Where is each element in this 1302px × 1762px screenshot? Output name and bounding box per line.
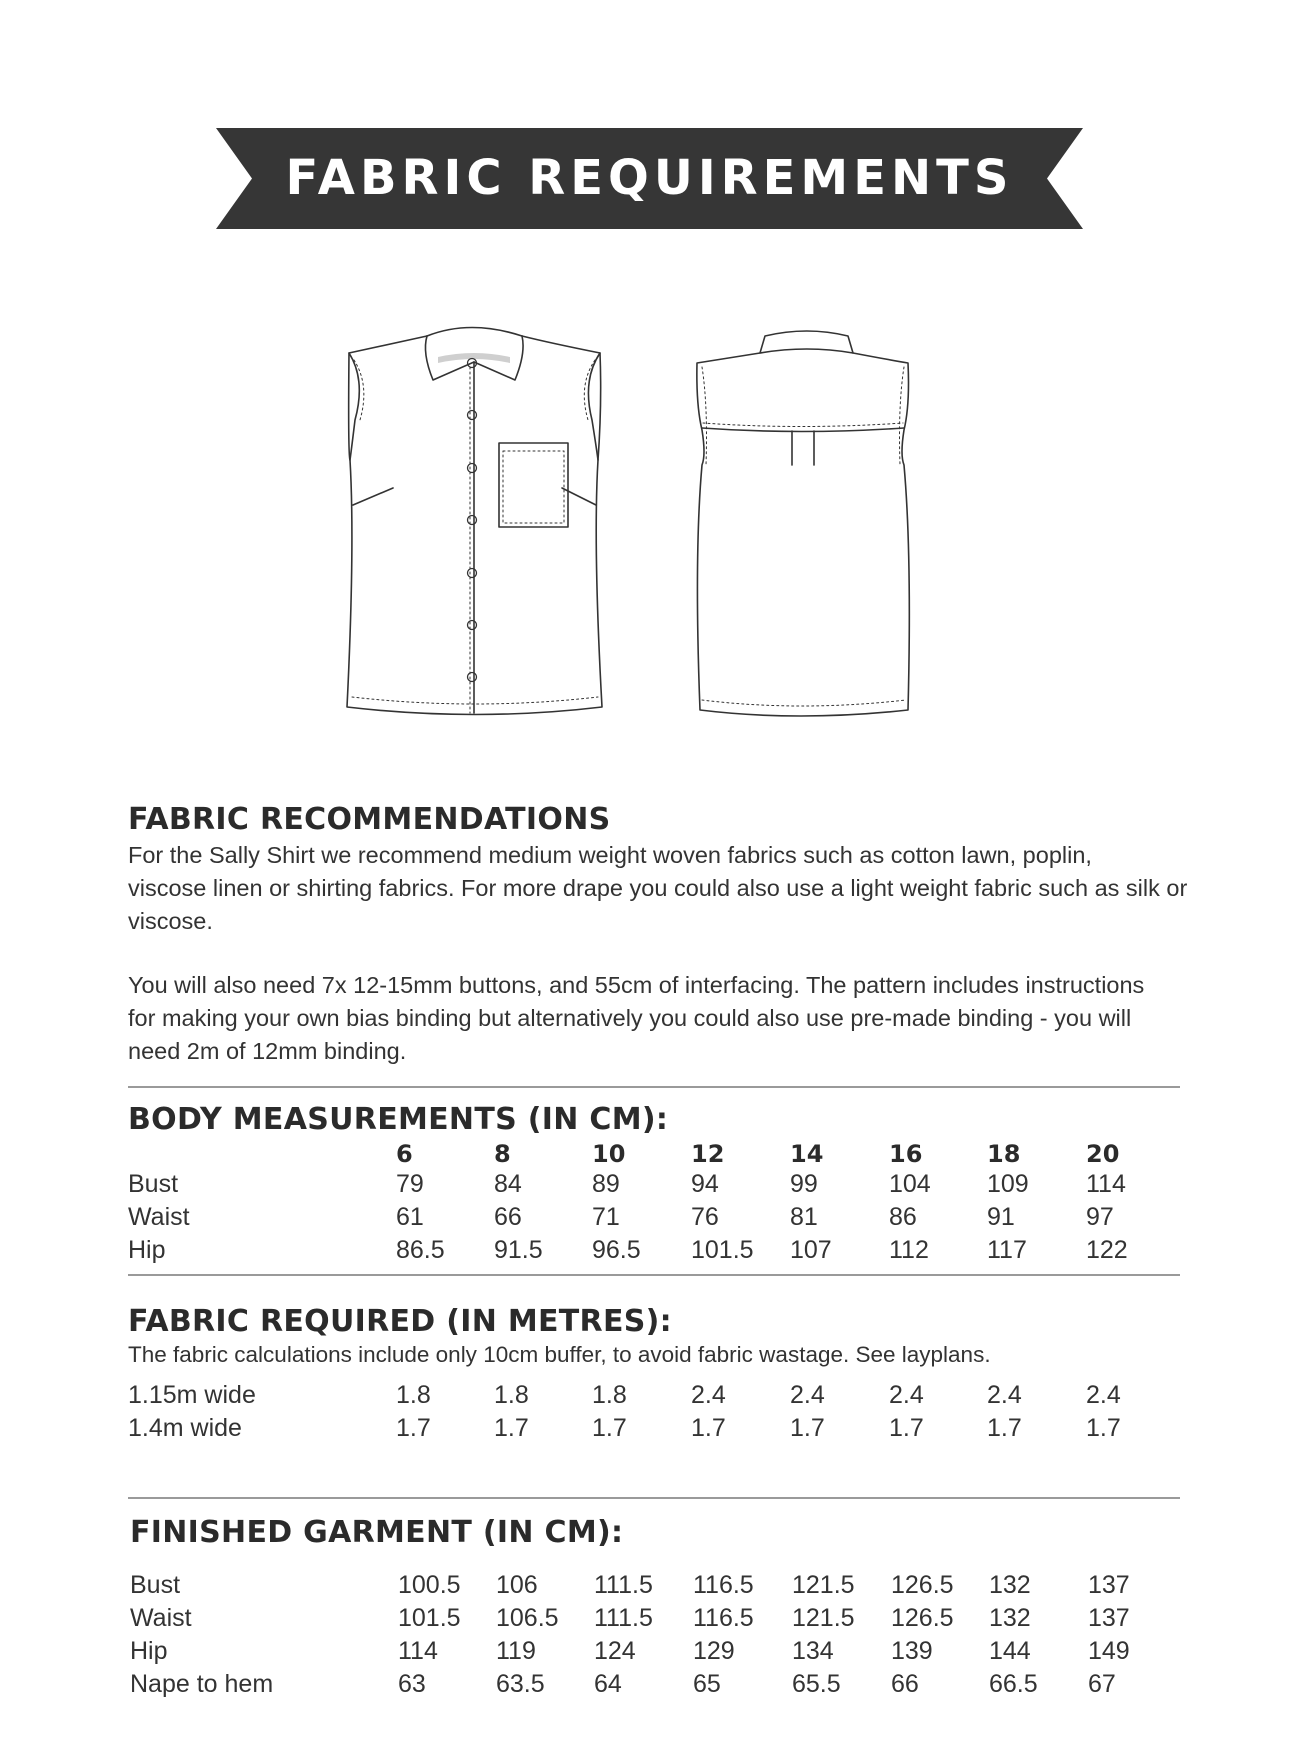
fabric-required-heading: FABRIC REQUIRED (IN METRES): [128,1304,672,1339]
table-cell: 144 [989,1637,1031,1665]
table-cell: 137 [1088,1571,1130,1599]
recommendations-paragraph-2 [128,969,1188,1068]
paragraph-line: need 2m of 12mm binding. [128,1038,407,1064]
table-cell: 119 [496,1637,536,1665]
table-cell: 112 [889,1236,929,1264]
fabric-required-note: The fabric calculations include only 10cm buffer, to avoid fabric wastage. See layplans. [128,1342,991,1367]
table-cell: 106.5 [496,1604,559,1632]
table-cell: 86.5 [396,1236,445,1264]
shirt-front-view [347,328,602,715]
table-cell: 1.7 [396,1414,431,1442]
table-cell: 1.7 [889,1414,924,1442]
table-cell: 1.7 [790,1414,825,1442]
table-cell: 66 [494,1203,522,1231]
table-cell: 76 [691,1203,719,1231]
table-cell: 66.5 [989,1670,1038,1698]
table-cell: 129 [693,1637,735,1665]
table-cell: 97 [1086,1203,1114,1231]
table-cell: 2.4 [790,1381,825,1409]
table-cell: 84 [494,1170,522,1198]
table-cell: 124 [594,1637,636,1665]
table-cell: 1.8 [396,1381,431,1409]
table-cell: 2.4 [987,1381,1022,1409]
table-cell: 121.5 [792,1604,855,1632]
body-measurements-heading: BODY MEASUREMENTS (IN CM): [128,1102,669,1137]
size-header: 14 [790,1140,824,1168]
row-label: Hip [128,1236,166,1264]
table-cell: 91 [987,1203,1015,1231]
paragraph-line: viscose linen or shirting fabrics. For more drape you could also use a light weight fabric such as silk or [128,875,1188,901]
shirt-back-view [697,331,909,716]
table-cell: 149 [1088,1637,1130,1665]
table-cell: 67 [1088,1670,1116,1698]
table-cell: 99 [790,1170,818,1198]
size-header: 8 [494,1140,511,1168]
size-header: 18 [987,1140,1021,1168]
table-cell: 126.5 [891,1571,954,1599]
table-cell: 81 [790,1203,818,1231]
size-header: 10 [592,1140,626,1168]
table-cell: 132 [989,1571,1031,1599]
row-label: Waist [128,1203,190,1231]
table-cell: 101.5 [398,1604,461,1632]
table-cell: 114 [1086,1170,1126,1198]
table-cell: 65.5 [792,1670,841,1698]
table-cell: 116.5 [693,1571,754,1599]
table-cell: 1.7 [691,1414,726,1442]
table-cell: 134 [792,1637,834,1665]
paragraph-line: You will also need 7x 12-15mm buttons, and 55cm of interfacing. The pattern includes instructions [128,972,1145,998]
table-cell: 65 [693,1670,721,1698]
finished-garment-heading: FINISHED GARMENT (IN CM): [130,1515,624,1550]
table-cell: 109 [987,1170,1029,1198]
table-cell: 121.5 [792,1571,855,1599]
title-banner [216,128,1083,229]
table-cell: 66 [891,1670,919,1698]
size-header: 20 [1086,1140,1120,1168]
page-title: FABRIC REQUIREMENTS [285,150,1014,206]
row-label: Bust [130,1571,181,1599]
paragraph-line: viscose. [128,908,213,934]
table-cell: 132 [989,1604,1031,1632]
section-divider [128,1274,1180,1276]
table-cell: 2.4 [1086,1381,1121,1409]
table-cell: 1.7 [592,1414,627,1442]
table-cell: 2.4 [691,1381,726,1409]
table-cell: 122 [1086,1236,1128,1264]
table-cell: 79 [396,1170,424,1198]
table-cell: 89 [592,1170,620,1198]
size-header: 12 [691,1140,725,1168]
table-cell: 63.5 [496,1670,545,1698]
table-cell: 71 [592,1203,620,1231]
table-cell: 94 [691,1170,719,1198]
table-cell: 106 [496,1571,538,1599]
table-cell: 104 [889,1170,931,1198]
table-cell: 117 [987,1236,1027,1264]
section-divider [128,1497,1180,1499]
row-label: Bust [128,1170,179,1198]
table-cell: 137 [1088,1604,1130,1632]
section-divider [128,1086,1180,1088]
size-header: 6 [396,1140,413,1168]
paragraph-line: for making your own bias binding but alternatively you could also use pre-made binding - you will [128,1005,1132,1031]
shirt-technical-drawing [330,305,990,725]
table-cell: 1.7 [494,1414,529,1442]
table-cell: 111.5 [594,1604,653,1632]
size-header: 16 [889,1140,923,1168]
table-cell: 1.7 [987,1414,1022,1442]
table-cell: 1.8 [592,1381,627,1409]
recommendations-paragraph-1 [128,839,1188,938]
table-cell: 116.5 [693,1604,754,1632]
table-cell: 63 [398,1670,426,1698]
table-cell: 126.5 [891,1604,954,1632]
table-cell: 111.5 [594,1571,653,1599]
paragraph-line: For the Sally Shirt we recommend medium weight woven fabrics such as cotton lawn, poplin, [128,842,1092,868]
table-cell: 139 [891,1637,933,1665]
table-cell: 64 [594,1670,622,1698]
row-label: 1.15m wide [128,1381,256,1409]
row-label: 1.4m wide [128,1414,242,1442]
table-cell: 1.8 [494,1381,529,1409]
table-cell: 96.5 [592,1236,641,1264]
table-cell: 61 [396,1203,424,1231]
table-cell: 91.5 [494,1236,543,1264]
table-cell: 100.5 [398,1571,461,1599]
table-cell: 101.5 [691,1236,754,1264]
row-label: Nape to hem [130,1670,274,1698]
table-cell: 114 [398,1637,438,1665]
row-label: Waist [130,1604,192,1632]
fabric-recommendations-heading: FABRIC RECOMMENDATIONS [128,802,611,837]
table-cell: 86 [889,1203,917,1231]
row-label: Hip [130,1637,168,1665]
table-cell: 2.4 [889,1381,924,1409]
table-cell: 1.7 [1086,1414,1121,1442]
table-cell: 107 [790,1236,832,1264]
